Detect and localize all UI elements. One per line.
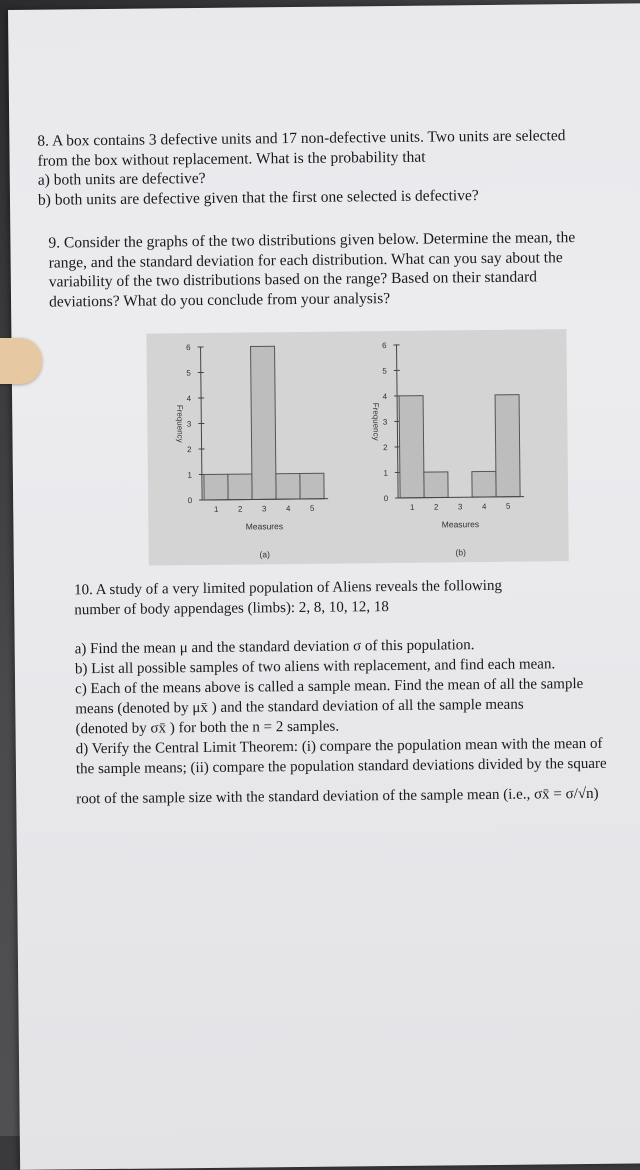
y-tick-label: 4: [187, 394, 192, 403]
q10-part-d-cont: root of the sample size with the standard deviation of the sample mean (i.e., σx̄ = σ/√n): [76, 784, 607, 810]
paper-tab: [0, 338, 42, 384]
q10-part-c: c) Each of the means above is called a sample mean. Find the mean of all the sample: [75, 674, 606, 700]
q10-part-a: a) Find the mean μ and the standard deviation σ of this population.: [75, 634, 606, 660]
histogram-bar: [251, 346, 277, 499]
q9-line: variability of the two distributions based on the range? Based on their standard: [49, 267, 576, 292]
q9-line: deviations? What do you conclude from your analysis?: [49, 287, 576, 312]
y-tick-label: 2: [383, 443, 388, 452]
question-10-intro: [74, 577, 502, 620]
x-axis-label: Measures: [442, 519, 479, 529]
q10-part-d: d) Verify the Central Limit Theorem: (i) compare the population mean with the mean of: [76, 734, 607, 760]
y-tick-label: 5: [382, 367, 387, 376]
q9-line: 9. Consider the graphs of the two distributions given below. Determine the mean, the: [48, 228, 575, 253]
x-tick-label: 4: [286, 504, 291, 513]
y-tick-label: 1: [383, 469, 388, 478]
x-tick-label: 1: [214, 505, 219, 514]
q10-line: 10. A study of a very limited population of Aliens reveals the following: [74, 577, 502, 601]
q10-part-c-cont: means (denoted by μx̄ ) and the standard deviation of all the sample means: [75, 694, 606, 720]
q10-line: number of body appendages (limbs): 2, 8, 10, 12, 18: [74, 596, 502, 620]
q9-line: range, and the standard deviation for each distribution. What can you say about the: [49, 248, 576, 273]
x-tick-label: 2: [434, 503, 439, 512]
x-tick-label: 3: [262, 504, 267, 513]
x-tick-label: 3: [458, 502, 463, 511]
histograms-svg: [146, 329, 568, 565]
y-tick-label: 6: [186, 343, 191, 352]
q10-part-b: b) List all possible samples of two aliens with replacement, and find each mean.: [75, 654, 606, 680]
y-tick-label: 3: [383, 418, 388, 427]
y-tick-label: 4: [383, 392, 388, 401]
histogram-bar: [276, 473, 300, 499]
histogram-bar: [204, 474, 228, 500]
y-tick-label: 2: [187, 445, 192, 454]
question-8: [37, 126, 566, 210]
histogram-bar: [424, 472, 448, 498]
histogram-bar: [495, 395, 520, 497]
histogram-bar: [300, 473, 324, 499]
q10-part-c-cont: (denoted by σx̄ ) for both the n = 2 samples.: [75, 714, 606, 740]
x-axis-label: Measures: [246, 521, 283, 531]
chart-caption: (a): [259, 549, 270, 559]
histogram-bar: [472, 471, 496, 497]
y-tick-label: 0: [188, 496, 193, 505]
q10-part-d-cont: the sample means; (ii) compare the population standard deviations divided by the square: [76, 754, 607, 780]
histogram-figure: [146, 329, 568, 565]
q8-part-a: a) both units are defective?: [38, 165, 566, 190]
x-tick-label: 2: [238, 505, 243, 514]
y-tick-label: 5: [186, 369, 191, 378]
y-tick-label: 3: [187, 420, 192, 429]
x-tick-label: 1: [410, 503, 415, 512]
question-10-parts: [75, 634, 607, 810]
q8-part-b: b) both units are defective given that the first one selected is defective?: [38, 185, 566, 210]
y-axis-label: Frequency: [371, 403, 380, 441]
y-tick-label: 1: [187, 471, 192, 480]
q8-line: from the box without replacement. What is the probability that: [37, 146, 565, 171]
histogram-bar: [228, 474, 252, 500]
x-tick-label: 5: [310, 504, 315, 513]
x-tick-label: 5: [506, 502, 511, 511]
paper-sheet: [8, 3, 640, 1170]
x-tick-label: 4: [482, 502, 487, 511]
chart-caption: (b): [455, 547, 466, 557]
y-tick-label: 6: [382, 341, 387, 350]
y-axis-label: Frequency: [175, 405, 184, 443]
y-tick-label: 0: [384, 494, 389, 503]
q8-line: 8. A box contains 3 defective units and 17 non-defective units. Two units are selected: [37, 126, 565, 151]
question-9: [48, 228, 576, 312]
histogram-bar: [399, 396, 424, 498]
